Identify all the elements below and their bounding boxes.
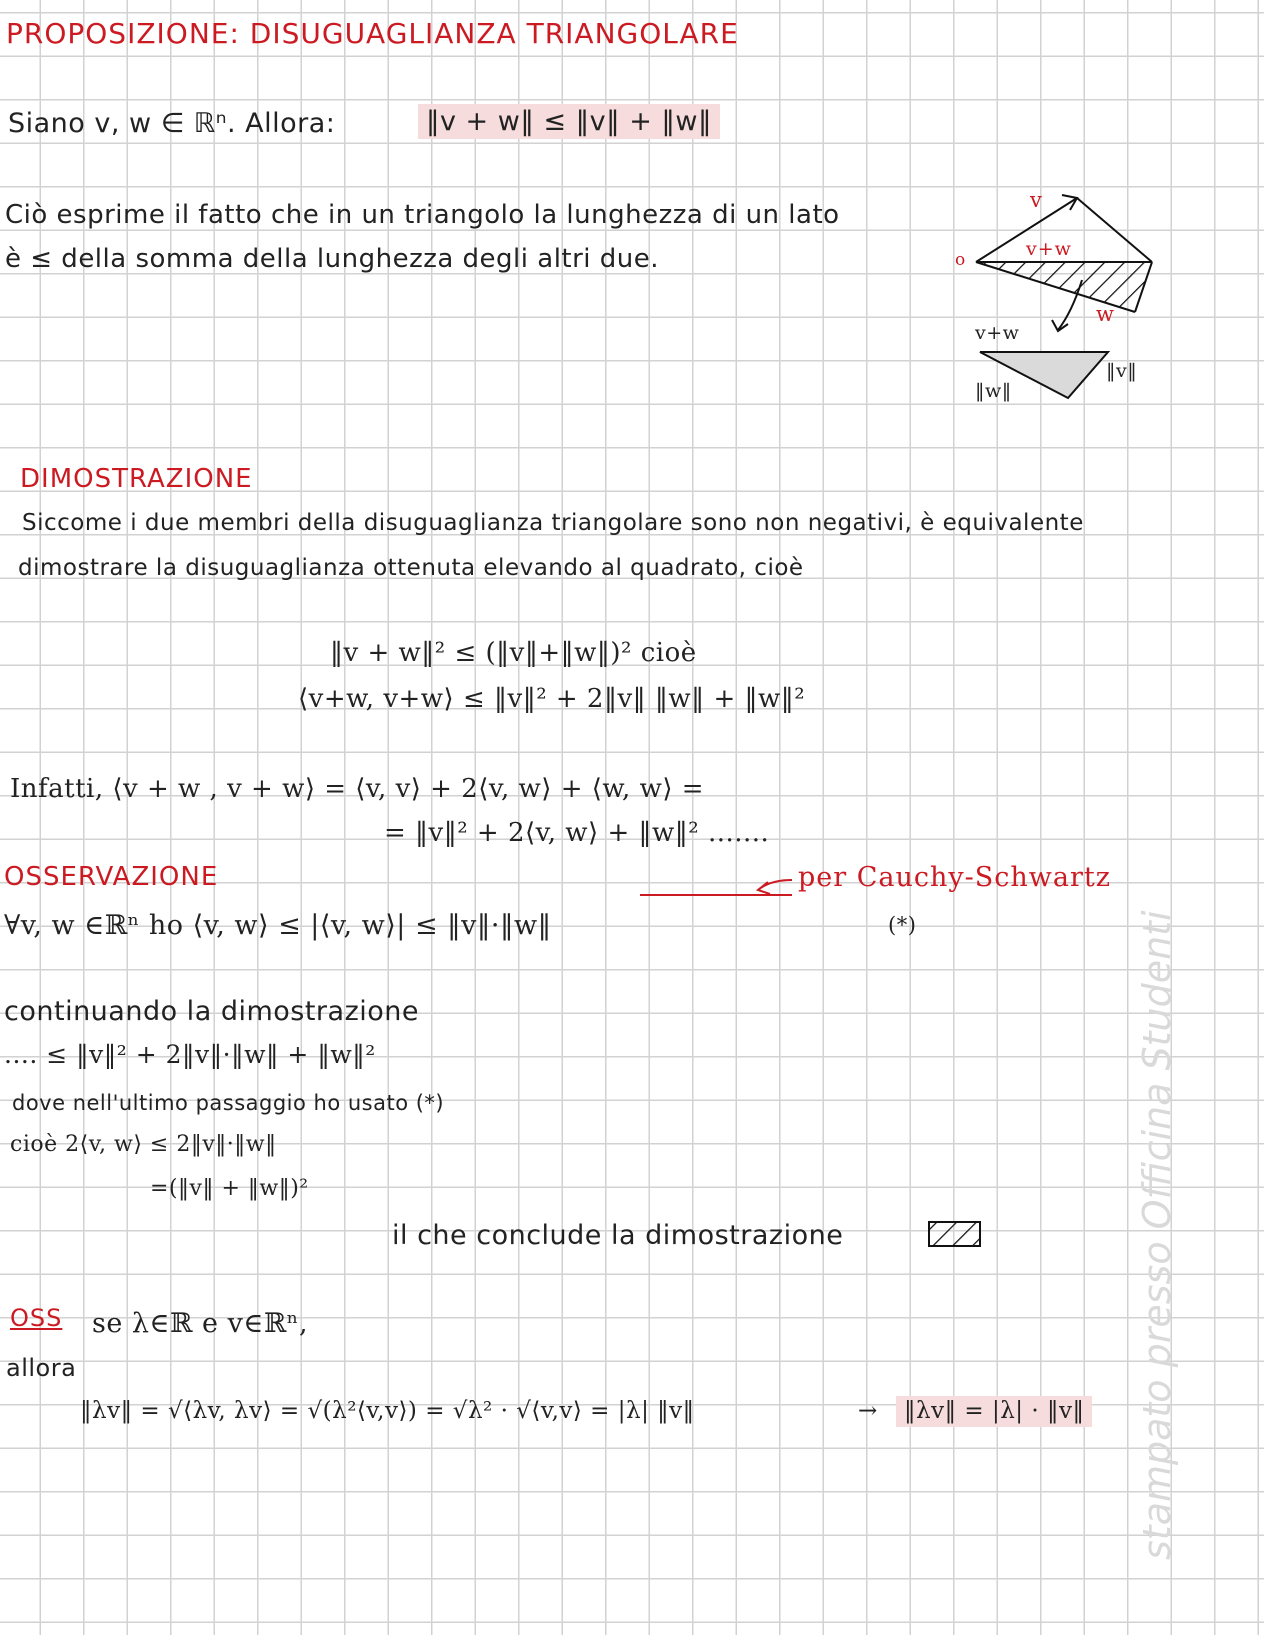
proof-infatti: Infatti, ⟨v + w , v + w⟩ = ⟨v, v⟩ + 2⟨v, w⟩ + ⟨w, w⟩ = <box>10 774 705 804</box>
observation-formula: ∀v, w ∈ℝⁿ ho ⟨v, w⟩ ≤ |⟨v, w⟩| ≤ ‖v‖·‖w‖ <box>4 910 552 941</box>
proof-line-2: dimostrare la disuguaglianza ottenuta elevando al quadrato, cioè <box>18 555 804 581</box>
figure-label-norm-v: ‖v‖ <box>1106 360 1138 382</box>
explanation-line-2: è ≤ della somma della lunghezza degli altri due. <box>5 244 660 274</box>
page-title: PROPOSIZIONE: DISUGUAGLIANZA TRIANGOLARE <box>6 17 739 50</box>
oss-line-1: se λ∈ℝ e v∈ℝⁿ, <box>92 1308 309 1339</box>
figure-label-w: w <box>1096 302 1115 326</box>
continuation-line-1: continuando la dimostrazione <box>4 996 419 1027</box>
oss-result: ‖λv‖ = |λ| · ‖v‖ <box>896 1396 1092 1427</box>
oss-title: OSS <box>10 1304 63 1332</box>
continuation-line-3: dove nell'ultimo passaggio ho usato (*) <box>12 1091 445 1115</box>
figure-label-sum: v+w <box>1026 238 1072 260</box>
star-label: (*) <box>888 913 917 937</box>
proof-equation-2: ⟨v+w, v+w⟩ ≤ ‖v‖² + 2‖v‖ ‖w‖ + ‖w‖² <box>298 684 806 714</box>
oss-arrow: → <box>858 1398 878 1424</box>
oss-line-2: allora <box>6 1354 77 1382</box>
conclusion-text: il che conclude la dimostrazione <box>392 1220 844 1251</box>
figure-label-v: v <box>1030 188 1043 212</box>
triangle-inequality-formula: ‖v + w‖ ≤ ‖v‖ + ‖w‖ <box>418 104 720 139</box>
continuation-line-4: cioè 2⟨v, w⟩ ≤ 2‖v‖·‖w‖ <box>10 1132 277 1157</box>
cauchy-schwartz-note: per Cauchy-Schwartz <box>798 862 1111 893</box>
statement-text: Siano v, w ∈ ℝⁿ. Allora: <box>8 108 336 139</box>
qed-square <box>929 1222 980 1246</box>
figure-label-norm-w: ‖w‖ <box>975 380 1012 402</box>
figure-label-origin: o <box>955 250 967 270</box>
proof-equation-1: ‖v + w‖² ≤ (‖v‖+‖w‖)² cioè <box>330 638 697 668</box>
proof-infatti-2: = ‖v‖² + 2⟨v, w⟩ + ‖w‖² ....... <box>384 818 770 848</box>
oss-formula: ‖λv‖ = √⟨λv, λv⟩ = √(λ²⟨v,v⟩) = √λ² · √⟨v,v⟩ = |λ| ‖v‖ <box>80 1398 695 1424</box>
figure-label-sum-2: v+w <box>975 322 1020 344</box>
proof-title: DIMOSTRAZIONE <box>20 464 253 494</box>
proof-line-1: Siccome i due membri della disuguaglianza triangolare sono non negativi, è equivalente <box>22 510 1084 536</box>
explanation-line-1: Ciò esprime il fatto che in un triangolo la lunghezza di un lato <box>5 200 840 230</box>
continuation-line-2: .... ≤ ‖v‖² + 2‖v‖·‖w‖ + ‖w‖² <box>4 1040 376 1069</box>
watermark: stampato presso Officina Studenti <box>1135 910 1179 1560</box>
observation-title: OSSERVAZIONE <box>4 862 219 892</box>
continuation-line-5: =(‖v‖ + ‖w‖)² <box>150 1176 309 1201</box>
